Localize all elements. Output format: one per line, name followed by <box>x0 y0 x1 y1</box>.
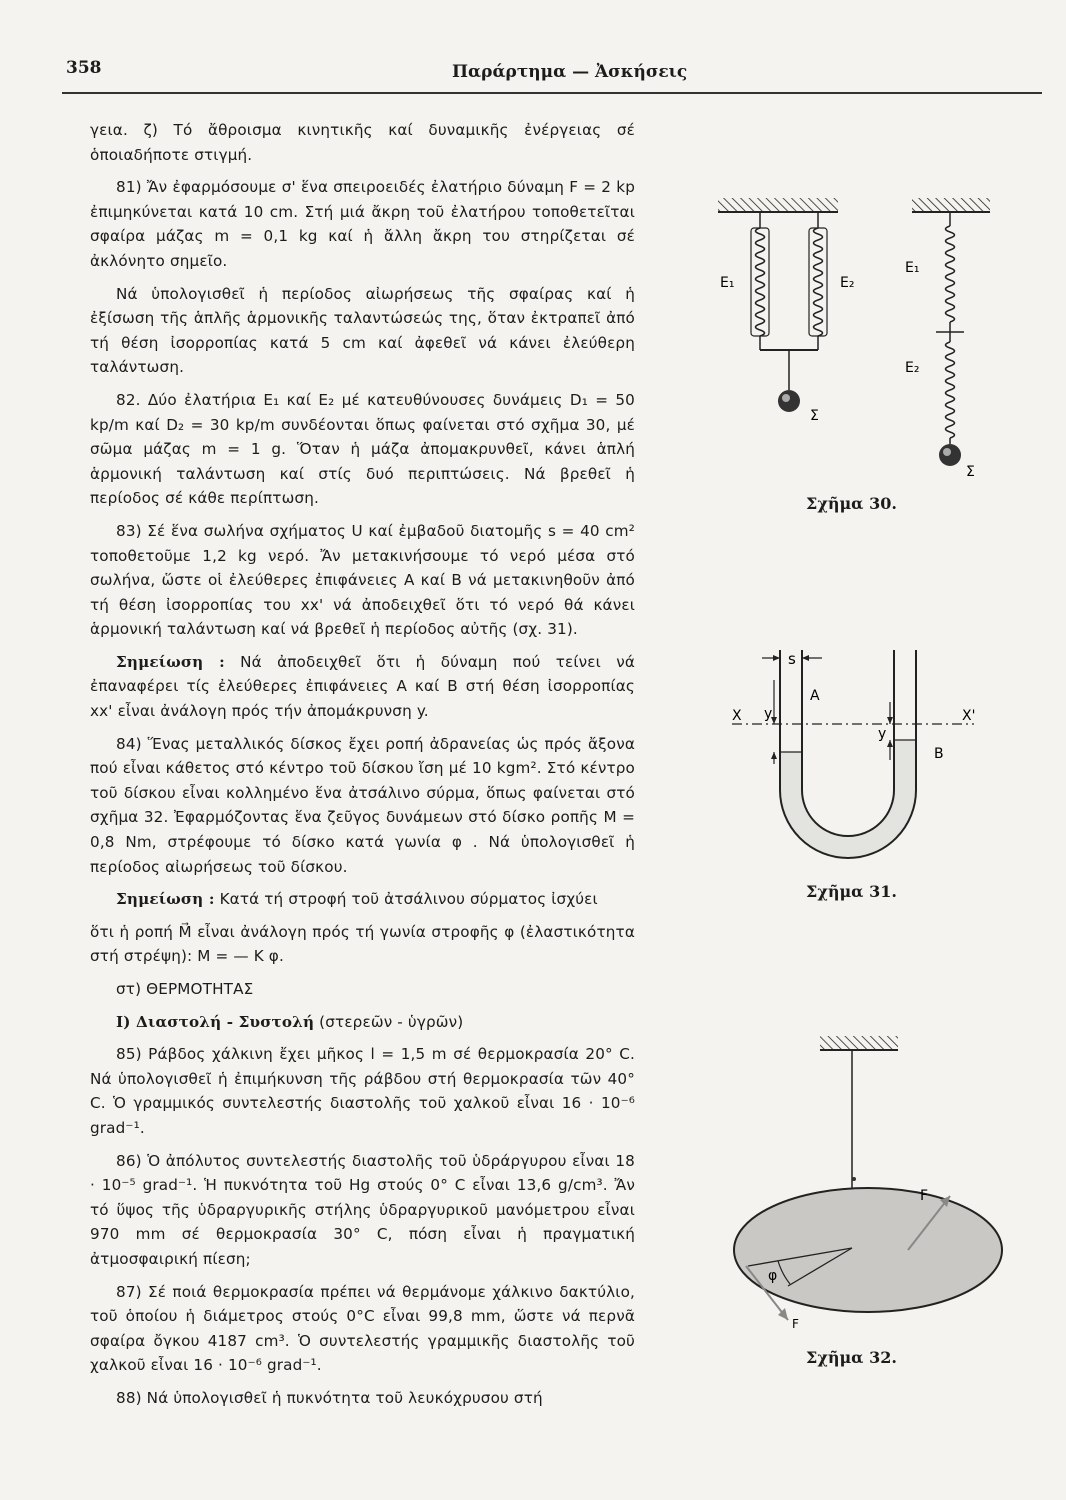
label-sigma-series: Σ <box>966 464 975 480</box>
label-e2-series: E₂ <box>905 360 920 376</box>
spring-e1-series <box>946 226 955 322</box>
label-b: B <box>934 746 944 762</box>
subsection-title: I) Διαστολή - Συστολή <box>116 1012 315 1031</box>
exercise-82: 82. Δύο ἐλατήρια E₁ καί E₂ μέ κατευθύνουσες δυνάμεις D₁ = 50 kp/m καί D₂ = 30 kp/m συνδέονται ὅπως φαίνεται στό σχῆμα 30, μέ σῶμα μάζας m = 1 g. Ὅταν ἡ μάζα ἀπομακρυνθεῖ, κάνει ἁπλή ἁρμονική ταλάντωση καί στίς δυό περιπτώσεις. Νά βρεθεῖ ἡ περίοδος σέ κάθε περίπτωση. <box>90 390 635 508</box>
page-header <box>0 0 1066 100</box>
figure-31-caption: Σχῆμα 31. <box>806 882 897 901</box>
page-number: 358 <box>66 58 102 78</box>
note-83 <box>90 650 635 724</box>
exercise-86: 86) Ὁ ἀπόλυτος συντελεστής διαστολῆς τοῦ ὑδράργυρου εἶναι 18 · 10⁻⁵ grad⁻¹. Ἡ πυκνότητα τοῦ Hg στούς 0° C εἶναι 13,6 g/cm³. Ἄν τό ὕψος τῆς ὑδραργυρικῆς στήλης ὑδραργυρικοῦ μανόμετρου εἶναι 970 mm σέ θερμοκρασία 30° C, πόση εἶναι ἡ πραγματική ἀτμοσφαιρική πίεση; <box>90 1151 635 1268</box>
exercise-88: 88) Νά ὑπολογισθεῖ ἡ πυκνότητα τοῦ λευκόχρυσου στή <box>116 1388 543 1407</box>
ceiling-hatch <box>718 198 838 212</box>
label-x-prime: X' <box>962 708 976 724</box>
figure-30-caption: Σχῆμα 30. <box>806 494 897 513</box>
exercise-87: 87) Σέ ποιά θερμοκρασία πρέπει νά θερμάνομε χάλκινο δακτύλιο, τοῦ ὁποίου ἡ διάμετρος στούς 0°C εἶναι 99,8 mm, ὥστε νά περνᾶ σφαίρα ὄγκου 4187 cm³. Ὁ συντελεστής γραμμικῆς διαστολῆς τοῦ χαλκοῦ εἶναι 16 · 10⁻⁶ grad⁻¹. <box>90 1282 635 1375</box>
label-f-top: F <box>920 1188 929 1204</box>
exercise-84: 84) Ἕνας μεταλλικός δίσκος ἔχει ροπή ἀδρανείας ὡς πρός ἄξονα πού εἶναι κάθετος στό κέντρο τοῦ δίσκου ἴση μέ 10 kgm². Στό κέντρο τοῦ δίσκου εἶναι κολλημένο ἕνα ἀτσάλινο σύρμα, ὅπως φαίνεται στό σχῆμα 32. Ἐφαρμόζοντας ἕνα ζεῦγος δυνάμεων στό δίσκο ροπῆς M = 0,8 Nm, στρέφουμε τό δίσκο κατά γωνία φ . Νά ὑπολογισθεῖ ἡ περίοδος αἰωρήσεως τοῦ δίσκου. <box>90 734 635 876</box>
label-y-right: y <box>878 726 887 742</box>
note-84-text: Κατά τή στροφή τοῦ ἀτσάλινου σύρματος ἰσχύει <box>219 890 598 909</box>
header-rule <box>62 92 1042 94</box>
exercise-85: 85) Ράβδος χάλκινη ἔχει μῆκος l = 1,5 m σέ θερμοκρασία 20° C. Νά ὑπολογισθεῖ ἡ ἐπιμήκυνση τῆς ράβδου στή θερμοκρασία τῶν 40° C. Ὁ γραμμικός συντελεστής διαστολῆς τοῦ χαλκοῦ εἶναι 16 · 10⁻⁶ grad⁻¹. <box>90 1045 635 1137</box>
note-84-continued: ὅτι ἡ ροπή M⃗ εἶναι ἀνάλογη πρός τή γωνία στροφῆς φ (ἐλαστικότητα στή στρέψη): M = — K φ. <box>90 922 635 966</box>
subsection-qualifier: (στερεῶν - ὑγρῶν) <box>319 1012 464 1031</box>
label-x: X <box>732 708 742 724</box>
note-label: Σημείωση : <box>116 890 215 909</box>
figure-32-torsion-disc <box>728 1030 1018 1330</box>
label-sigma: Σ <box>810 408 819 424</box>
running-title: Παράρτημα — Ἀσκήσεις <box>452 62 688 82</box>
mass-sphere <box>778 390 800 412</box>
figure-32-caption: Σχῆμα 32. <box>806 1348 897 1367</box>
label-e1: E₁ <box>720 275 735 291</box>
section-heading: στ) ΘΕΡΜΟΤΗΤΑΣ <box>116 980 254 998</box>
subsection-heading <box>90 1010 635 1035</box>
spring-e2-series <box>946 342 955 438</box>
spring-e1 <box>751 228 769 336</box>
exercise-text-column <box>90 118 635 1419</box>
water <box>780 740 916 858</box>
exercise-83: 83) Σέ ἕνα σωλήνα σχήματος U καί ἐμβαδοῦ διατομῆς s = 40 cm² τοποθετοῦμε 1,2 kg νερό. Ἄν μετακινήσουμε τό νερό μέσα στό σωλήνα, ὥστε οἱ ἐλεύθερες ἐπιφάνειες A καί B νά μετακινηθοῦν ἀπό τή θέση ἰσορροπίας του xx' νά ἀποδειχθεῖ ὅτι τό νερό θά κάνει ἁρμονική ταλάντωση καί νά βρεθεῖ ἡ περίοδος αὐτῆς (σχ. 31). <box>90 521 635 639</box>
ceiling-hatch <box>820 1036 898 1050</box>
metal-disc <box>734 1188 1002 1312</box>
ceiling-hatch <box>912 198 990 212</box>
label-f-bottom: F <box>792 1317 799 1330</box>
label-phi: φ <box>768 1268 778 1284</box>
exercise-81: 81) Ἄν ἐφαρμόσουμε σ' ἕνα σπειροειδές ἐλατήριο δύναμη F = 2 kp ἐπιμηκύνεται κατά 10 cm. Στή μιά ἄκρη τοῦ ἐλατήρου τοποθετεῖται σφαίρα μάζας m = 0,1 kg καί ἡ ἄλλη ἄκρη του στηρίζεται σέ ἀκλόνητο σημεῖο. <box>90 178 635 270</box>
note-label: Σημείωση : <box>116 652 225 671</box>
figure-30-springs <box>700 192 1000 492</box>
note-83-text: Νά ἀποδειχθεῖ ὅτι ἡ δύναμη πού τείνει νά ἐπαναφέρει τίς ἐλεύθερες ἐπιφάνειες A καί B στή θέση ἰσορροπίας xx' εἶναι ἀνάλογη πρός τήν ἀπομάκρυνση y. <box>90 652 635 721</box>
label-e1-series: E₁ <box>905 260 920 276</box>
exercise-81-question: Νά ὑπολογισθεῖ ἡ περίοδος αἰωρήσεως τῆς σφαίρας καί ἡ ἐξίσωση τῆς ἁπλῆς ἁρμονικῆς ταλαντώσεώς της, ὅταν ἐκτραπεῖ ἀπό τή θέση ἰσορροπίας κατά 5 cm καί ἀφεθεῖ νά κάνει ἐλεύθερη ταλάντωση. <box>90 284 635 377</box>
figure-31-u-tube <box>722 640 1002 872</box>
spring-e2 <box>809 228 827 336</box>
note-84 <box>90 887 635 912</box>
label-a: A <box>810 688 820 704</box>
label-y-left: y <box>764 706 773 722</box>
mass-sphere <box>939 444 961 466</box>
label-s: s <box>788 650 796 668</box>
label-e2: E₂ <box>840 275 855 291</box>
paragraph-continuation: γεια. ζ) Τό ἄθροισμα κινητικῆς καί δυναμικῆς ἐνέργειας σέ ὁποιαδήποτε στιγμή. <box>90 121 635 164</box>
